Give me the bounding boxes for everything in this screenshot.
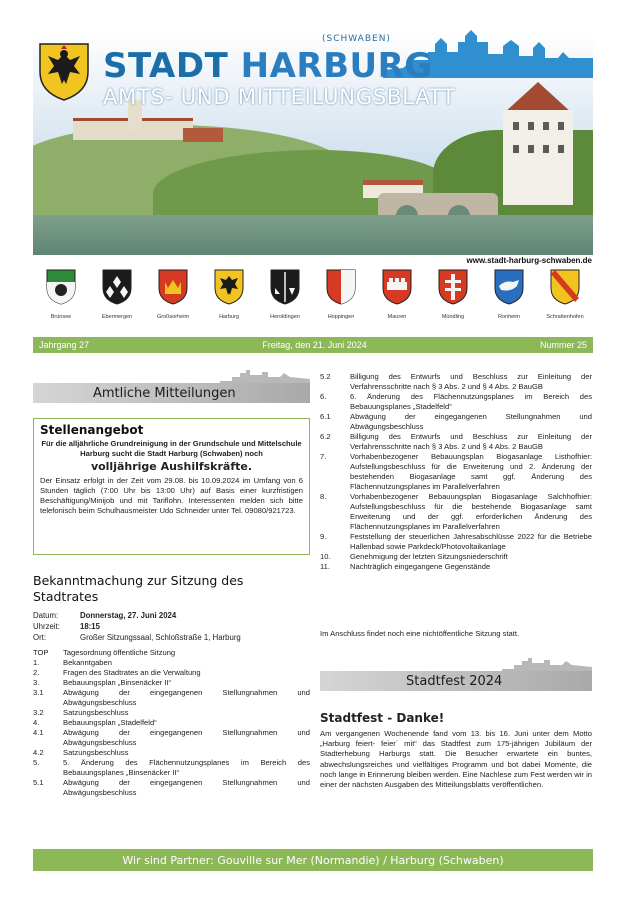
agenda-item-number: 6. [320,392,327,401]
coat-ebermergen [89,268,145,328]
agenda-item-number: TOP [33,648,49,657]
job-headline: volljährige Aushilfskräfte. [90,460,253,473]
stadtfest-title: Stadtfest - Danke! [320,711,445,725]
agenda-item [320,492,592,532]
agenda-item [320,372,592,392]
agenda-item [33,658,310,668]
masthead-subtitle: AMTS- UND MITTEILUNGSBLATT [103,85,456,109]
agenda-item-text: Abwägung der eingegangenen Stellungnahmen und Abwägungsbeschluss [350,412,592,431]
agenda-item [320,392,592,412]
coat-label: Schrattenhofen [546,314,584,320]
agenda-item-number: 3.1 [33,688,44,697]
coat-label: Hoppingen [327,314,355,320]
agenda-list-left [33,648,310,798]
agenda-item [33,778,310,798]
title-stadt: STADT [103,46,229,86]
title-suffix: (SCHWABEN) [322,34,391,44]
stadtfest-body: Am vergangenen Wochenende fand vom 13. bis 16. Juni unter dem Motto „Harburg feiert- feier´ mit“ das Stadtfest zum 175-jährigen Jubiläum der Stadterhebung Harburgs statt. Die Besucher erwartete ein buntes, abwechslungsreiches und vielfältiges Programm und bot dabei Momente, die noch lange in Erinnerung bleiben werden. Eine Nachlese zum Fest werden wir in einer der nächsten Ausgaben des Mitteilungsblatts veröffentlichen. [320,729,592,790]
meta-row-place [33,632,310,643]
harburg-coat-of-arms-icon [36,40,92,102]
agenda-item [33,758,310,778]
coat-hoppingen [313,268,369,328]
agenda-item-text: Abwägung der eingegangenen Stellungnahmen und Abwägungsbeschluss [63,688,310,707]
agenda-item-number: 4. [33,718,40,727]
heroldingen-coat-icon [269,268,301,306]
coat-label: Mauren [387,314,407,320]
agenda-item-number: 3. [33,678,40,687]
mauren-coat-icon [381,268,413,306]
agenda-item [320,562,592,572]
bekanntmachung-title: Bekanntmachung zur Sitzung des Stadtrates [33,573,244,604]
agenda-item-number: 11. [320,562,330,571]
job-offer-box [33,418,310,555]
masthead [33,30,593,255]
coat-label: Ebermergen [101,314,133,320]
section-title-amtliche: Amtliche Mitteilungen [93,386,236,401]
harburg-small-coat-icon [213,268,245,306]
agenda-item-text: Bekanntgaben [63,658,112,667]
agenda-item [33,668,310,678]
section-title-stadtfest: Stadtfest 2024 [406,674,503,689]
castle-roof [183,128,223,142]
agenda-item [320,412,592,432]
meeting-meta [33,610,310,643]
title-harburg: HARBURG [240,46,433,86]
agenda-item [33,708,310,718]
closing-note: Im Anschluss findet noch eine nichtöffentliche Sitzung statt. [320,629,520,638]
agenda-item-text: Vorhabenbezogener Bebauungsplan Biogasanlage Listhofhier: Aufstellungsbeschluss für die Erweiterung und 2. Änderung der bestehenden Biogasanlage samt ggf. Änderung des Flächennutzungsplanes im Parallelverfahren [350,452,592,491]
section-banner-stadtfest [320,659,592,691]
muendling-coat-icon [437,268,469,306]
website-link[interactable]: www.stadt-harburg-schwaben.de [466,256,592,265]
issue-number: Nummer 25 [539,340,587,350]
agenda-item-number: 1. [33,658,40,667]
agenda-item-text: Abwägung der eingegangenen Stellungnahmen und Abwägungsbeschluss [63,778,310,797]
agenda-item-text: Bebauungsplan „Stadelfeld“ [63,718,157,727]
agenda-item-number: 7. [320,452,327,461]
hoppingen-coat-icon [325,268,357,306]
agenda-item-text: Bebauungsplan „Binsenäcker II“ [63,678,172,687]
agenda-item-text: 5. Änderung des Flächennutzungsplanes im Bereich des Bebauungsplanes „Binsenäcker II“ [63,758,310,777]
agenda-item-number: 5. [33,758,40,767]
agenda-item [33,688,310,708]
agenda-item-number: 5.2 [320,372,331,381]
agenda-item [320,552,592,562]
agenda-item-number: 6.2 [320,432,331,441]
footer-text: Wir sind Partner: Gouville sur Mer (Normandie) / Harburg (Schwaben) [122,853,504,867]
agenda-item-text: Satzungsbeschluss [63,708,129,717]
agenda-item [33,718,310,728]
meta-place: Großer Sitzungssaal, Schloßstraße 1, Harburg [80,633,241,642]
agenda-item [33,728,310,748]
section-banner-amtliche [33,371,310,403]
agenda-item-text: Tagesordnung öffentliche Sitzung [63,648,176,657]
agenda-item [320,432,592,452]
agenda-list-right [320,372,592,572]
agenda-item [33,678,310,688]
agenda-item-text: Nachträglich eingegangene Gegenstände [350,562,491,571]
issue-info-bar [33,337,593,353]
schrattenhofen-coat-icon [549,268,581,306]
agenda-item-number: 8. [320,492,327,501]
meta-label: Ort: [33,633,46,642]
coat-grosssorheim [145,268,201,328]
agenda-item [33,648,310,658]
coat-mauren [369,268,425,328]
meta-row-date [33,610,310,621]
meta-label: Uhrzeit: [33,622,60,631]
meta-date: Donnerstag, 27. Juni 2024 [80,611,177,620]
masthead-title [103,46,433,86]
agenda-item-number: 4.1 [33,728,44,737]
coat-label: Harburg [219,314,239,320]
agenda-item-text: Feststellung der steuerlichen Jahresabschlüsse 2022 für die Betriebe Hallenbad sowie Parkdeck/Photovoltaikanlage [350,532,592,551]
meta-time: 18:15 [80,622,100,631]
house-photo [503,110,573,205]
agenda-item-text: Abwägung der eingegangenen Stellungnahmen und Abwägungsbeschluss [63,728,310,747]
coat-muendling [425,268,481,328]
agenda-item-number: 10. [320,552,331,561]
coat-bruensee [33,268,89,328]
bruensee-coat-icon [45,268,77,306]
river [33,215,593,255]
ronheim-coat-icon [493,268,525,306]
agenda-item [320,532,592,552]
agenda-item-text: Satzungsbeschluss [63,748,129,757]
jahrgang-label: Jahrgang 27 [39,340,90,350]
agenda-item-text: Billigung des Entwurfs und Beschluss zur Einleitung der Verfahrensschritte nach § 3 Abs. 2 und § 4 Abs. 2 BauGB [350,372,592,391]
district-coats-row [33,268,593,328]
agenda-item-text: Fragen des Stadtrates an die Verwaltung [63,668,201,677]
coat-label: Großsorheim [156,314,190,320]
coat-label: Heroldingen [270,314,300,320]
ebermergen-coat-icon [101,268,133,306]
coat-schrattenhofen [537,268,593,328]
agenda-item-text: Genehmigung der letzten Sitzungsniederschrift [350,552,508,561]
agenda-item [320,452,592,492]
grosssorheim-coat-icon [157,268,189,306]
partner-footer [33,849,593,871]
meta-label: Datum: [33,611,59,620]
agenda-item-text: 6. Änderung des Flächennutzungsplanes im Bereich des Bebauungsplanes „Stadelfeld“ [350,392,592,411]
agenda-item-number: 2. [33,668,40,677]
agenda-item [33,748,310,758]
agenda-item-text: Billigung des Entwurfs und Beschluss zur Einleitung der Verfahrensschritte nach § 3 Abs. 2 und § 4 Abs. 2 BauGB [350,432,592,451]
issue-date: Freitag, den 21. Juni 2024 [262,340,367,350]
agenda-item-number: 9. [320,532,327,541]
coat-label: Mündling [441,314,465,320]
agenda-item-number: 3.2 [33,708,44,717]
job-title: Stellenangebot [40,423,144,437]
coat-label: Ronheim [497,314,520,320]
job-body: Der Einsatz erfolgt in der Zeit vom 29.08. bis 10.09.2024 im Umfang von 6 Stunden täglich (7:00 Uhr bis 13:00 Uhr) auf Basis einer kurzfristigen Beschäftigung/Minijob und mit Tariflohn. Interessenten melden sich bitte telefonisch beim Schulhausmeister Udo Schneider unter Tel. 09080/921723. [40,476,303,515]
agenda-item-number: 6.1 [320,412,331,421]
agenda-item-text: Vorhabenbezogener Bebauungsplan Biogasanlage Salchhofhier: Aufstellungsbeschluss für die bestehende Biogasanlage samt Erweiterung und der ggf. erforderlichen Änderung des Flächennutzungsplanes im Parallelverfahren [350,492,592,531]
coat-ronheim [481,268,537,328]
meta-row-time [33,621,310,632]
coat-label: Brünsee [50,314,72,320]
agenda-item-number: 5.1 [33,778,44,787]
coat-heroldingen [257,268,313,328]
agenda-item-number: 4.2 [33,748,44,757]
job-intro: Für die alljährliche Grundreinigung in der Grundschule und Mittelschule Harburg sucht die Stadt Harburg (Schwaben) noch [41,439,302,458]
coat-harburg [201,268,257,328]
